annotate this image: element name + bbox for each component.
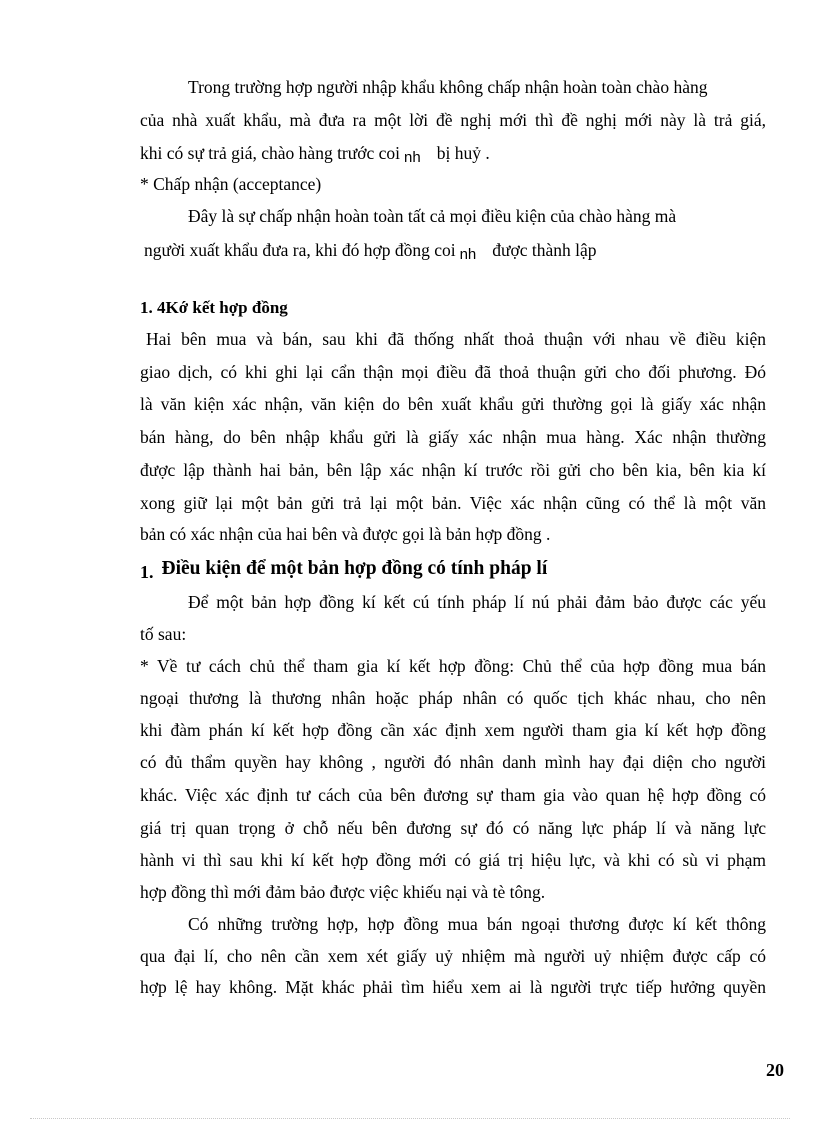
text-run: khi có sự trả giá, chào hàng trước coi	[140, 143, 401, 163]
paragraph-line: khi đàm phán kí kết hợp đồng cần xác định xem người tham gia kí kết hợp đồng	[140, 720, 766, 740]
paragraph-line: Đây là sự chấp nhận hoàn toàn tất cả mọi điều kiện của chào hàng mà	[188, 206, 677, 226]
paragraph-line: bản có xác nhận của hai bên và được gọi là bản hợp đồng .	[140, 524, 551, 544]
paragraph-line: ngoại thương là thương nhân hoặc pháp nhân có quốc tịch khác nhau, cho nên	[140, 688, 766, 708]
paragraph-line: tố sau:	[140, 624, 187, 644]
subsection-title: Điều kiện để một bản hợp đồng có tính pháp lí	[161, 558, 548, 579]
paragraph-line: hợp lệ hay không. Mặt khác phải tìm hiểu xem ai là người trực tiếp hưởng quyền	[140, 977, 766, 997]
section-heading: 1. 4Kớ kết hợp đồng	[140, 298, 288, 317]
paragraph-line: là văn kiện xác nhận, văn kiện do bên xuất khẩu gửi thường gọi là giấy xác nhận	[140, 394, 766, 414]
paragraph-line: giá trị quan trọng ở chỗ nếu bên đương sự đó có năng lực pháp lí và năng lực	[140, 818, 766, 838]
text-run: nh	[404, 149, 421, 166]
paragraph-line: qua đại lí, cho nên cần xem xét giấy uỷ nhiệm mà người uỷ nhiệm được cấp có	[140, 946, 766, 966]
paragraph-line: hành vi thì sau khi kí kết hợp đồng mới có giá trị hiệu lực, và khi có sù vi phạm	[140, 850, 766, 870]
paragraph-line: Có những trường hợp, hợp đồng mua bán ngoại thương được kí kết thông	[188, 914, 766, 934]
paragraph-line: Để một bản hợp đồng kí kết cú tính pháp lí nú phải đảm bảo được các yếu	[188, 592, 766, 612]
page-number: 20	[766, 1060, 784, 1080]
paragraph-line: của nhà xuất khẩu, mà đưa ra một lời đề nghị mới thì đề nghị mới này là trả giá,	[140, 110, 766, 130]
paragraph-line: được lập thành hai bản, bên lập xác nhận kí trước rồi gửi cho bên kia, bên kia kí	[140, 460, 766, 480]
text-run: nh	[459, 246, 477, 263]
paragraph-line: có đủ thẩm quyền hay không , người đó nhân danh mình hay đại diện cho người	[140, 752, 766, 772]
text-run: người xuất khẩu đưa ra, khi đó hợp đồng coi	[144, 240, 456, 260]
paragraph-line: * Về tư cách chủ thể tham gia kí kết hợp đồng: Chủ thể của hợp đồng mua bán	[140, 656, 766, 676]
paragraph-line: bán hàng, do bên nhập khẩu gửi là giấy xác nhận mua hàng. Xác nhận thường	[140, 427, 766, 447]
subsection-heading	[140, 554, 766, 583]
acceptance-label: * Chấp nhận (acceptance)	[140, 174, 322, 194]
paragraph-line	[144, 238, 770, 264]
text-run: bị huỷ .	[436, 143, 490, 163]
paragraph-line: xong giữ lại một bản gửi trả lại một bản. Việc xác nhận cũng có thể là một văn	[140, 493, 766, 513]
subsection-number: 1.	[140, 562, 154, 582]
paragraph-line: Trong trường hợp người nhập khẩu không chấp nhận hoàn toàn chào hàng	[188, 77, 708, 97]
paragraph-line: giao dịch, có khi ghi lại cẩn thận mọi điều đã thoả thuận gửi cho đối phương. Đó	[140, 362, 766, 382]
paragraph-line	[140, 141, 766, 167]
page-bottom-divider	[30, 1118, 790, 1119]
text-run: được thành lập	[492, 240, 597, 260]
paragraph-line: Hai bên mua và bán, sau khi đã thống nhất thoả thuận với nhau về điều kiện	[146, 329, 766, 349]
paragraph-line: hợp đồng thì mới đảm bảo được việc khiếu nại và tè tông.	[140, 882, 546, 902]
paragraph-line: khác. Việc xác định tư cách của bên đương sự tham gia vào quan hệ hợp đồng có	[140, 785, 766, 805]
